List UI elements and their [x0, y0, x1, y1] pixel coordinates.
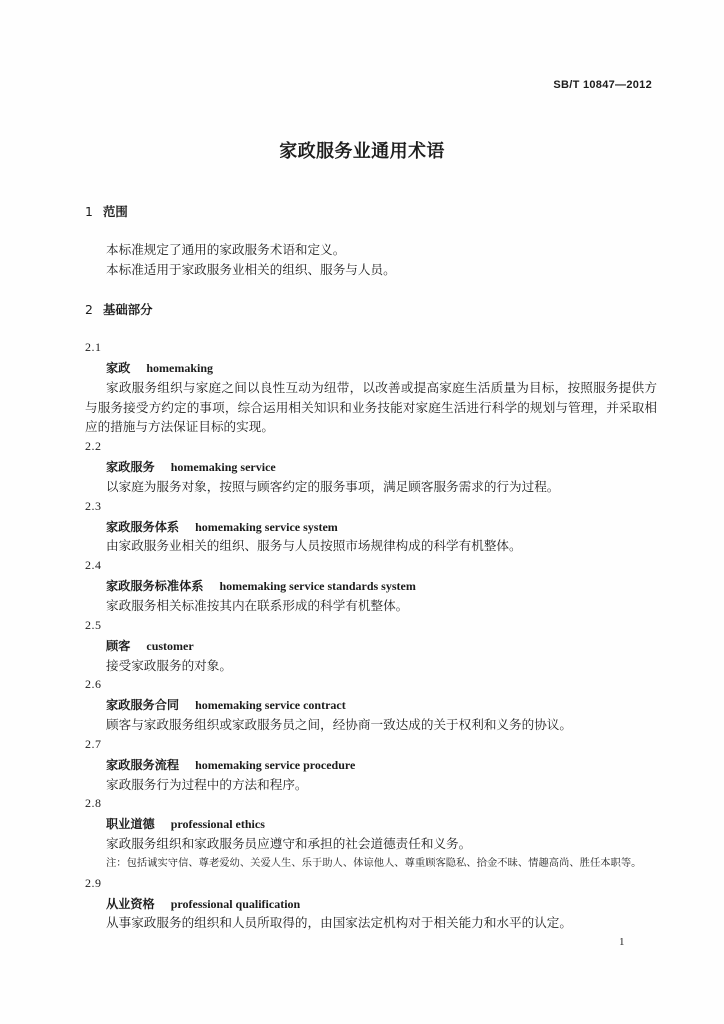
section-title: 范围	[103, 204, 128, 219]
term-chinese: 家政服务流程	[106, 757, 180, 772]
document-body	[85, 202, 657, 933]
standard-code: SB/T 10847—2012	[553, 79, 652, 91]
term-chinese: 家政服务体系	[106, 519, 180, 534]
section-heading-scope	[85, 202, 657, 222]
clause-number: 2.2	[85, 439, 102, 454]
term-definition: 以家庭为服务对象，按照与顾客约定的服务事项，满足顾客服务需求的行为过程。	[106, 478, 560, 494]
term-line	[85, 695, 657, 715]
clause	[85, 794, 657, 873]
clause-number: 2.8	[85, 796, 102, 811]
term-definition: 家政服务组织和家政服务员应遵守和承担的社会道德责任和义务。	[106, 836, 472, 852]
term-note: 注：包括诚实守信、尊老爱幼、关爱人生、乐于助人、体谅他人、尊重顾客隐私、拾金不昧、情趣高尚、胜任本职等。	[106, 856, 642, 869]
section-heading-basics	[85, 300, 657, 320]
section-number: 1	[85, 204, 93, 219]
term-line	[85, 457, 657, 477]
term-chinese: 从业资格	[106, 896, 155, 911]
term-definition: 顾客与家政服务组织或家政服务员之间，经协商一致达成的关于权利和义务的协议。	[106, 717, 572, 733]
term-definition: 接受家政服务的对象。	[106, 657, 232, 673]
clause-number: 2.6	[85, 677, 102, 692]
clause-number: 2.7	[85, 736, 102, 751]
term-chinese: 顾客	[106, 638, 131, 653]
clause	[85, 437, 657, 497]
clause	[85, 616, 657, 676]
term-english: homemaking service standards system	[219, 579, 416, 594]
clause-number: 2.3	[85, 498, 102, 513]
term-english: homemaking service procedure	[195, 757, 356, 772]
term-chinese: 家政服务	[106, 460, 155, 475]
term-line	[85, 576, 657, 596]
term-chinese: 家政服务合同	[106, 698, 180, 713]
term-definition: 家政服务相关标准按其内在联系形成的科学有机整体。	[106, 597, 409, 613]
clause	[85, 874, 657, 934]
term-english: homemaking service contract	[195, 698, 346, 713]
term-chinese: 家政	[106, 360, 131, 375]
term-chinese: 职业道德	[106, 817, 155, 832]
term-line	[85, 517, 657, 537]
term-line	[85, 636, 657, 656]
clause-number: 2.4	[85, 558, 102, 573]
term-english: professional qualification	[170, 896, 301, 911]
page-number: 1	[619, 936, 625, 948]
term-definition: 从事家政服务的组织和人员所取得的，由国家法定机构对于相关能力和水平的认定。	[106, 915, 572, 931]
section-number: 2	[85, 302, 93, 317]
clause	[85, 338, 657, 437]
term-english: homemaking	[146, 360, 214, 375]
clause	[85, 556, 657, 616]
clause-number: 2.5	[85, 617, 102, 632]
term-english: professional ethics	[170, 817, 265, 832]
term-line	[85, 814, 657, 834]
term-english: customer	[146, 638, 194, 653]
term-clauses	[85, 338, 657, 933]
section-title: 基础部分	[103, 302, 153, 317]
term-line	[85, 894, 657, 914]
scope-paragraph: 本标准适用于家政服务业相关的组织、服务与人员。	[106, 262, 396, 277]
clause	[85, 735, 657, 795]
term-definition: 家政服务行为过程中的方法和程序。	[106, 776, 308, 792]
term-english: homemaking service system	[195, 519, 338, 534]
clause	[85, 497, 657, 557]
term-chinese: 家政服务标准体系	[106, 579, 204, 594]
clause-number: 2.9	[85, 875, 102, 890]
term-definition: 由家政服务业相关的组织、服务与人员按照市场规律构成的科学有机整体。	[106, 538, 522, 554]
term-definition: 家政服务组织与家庭之间以良性互动为纽带，以改善或提高家庭生活质量为目标，按照服务提供方与服务接受方约定的事项，综合运用相关知识和业务技能对家庭生活进行科学的规划与管理，并采取相应的措施与方法保证目标的实现。	[85, 379, 657, 435]
scope-paragraphs	[85, 240, 657, 280]
clause	[85, 675, 657, 735]
term-english: homemaking service	[170, 460, 276, 475]
scope-paragraph: 本标准规定了通用的家政服务术语和定义。	[106, 242, 346, 257]
clause-number: 2.1	[85, 340, 102, 354]
term-line	[85, 755, 657, 775]
term-line	[85, 358, 657, 378]
document-title: 家政服务业通用术语	[279, 141, 445, 162]
